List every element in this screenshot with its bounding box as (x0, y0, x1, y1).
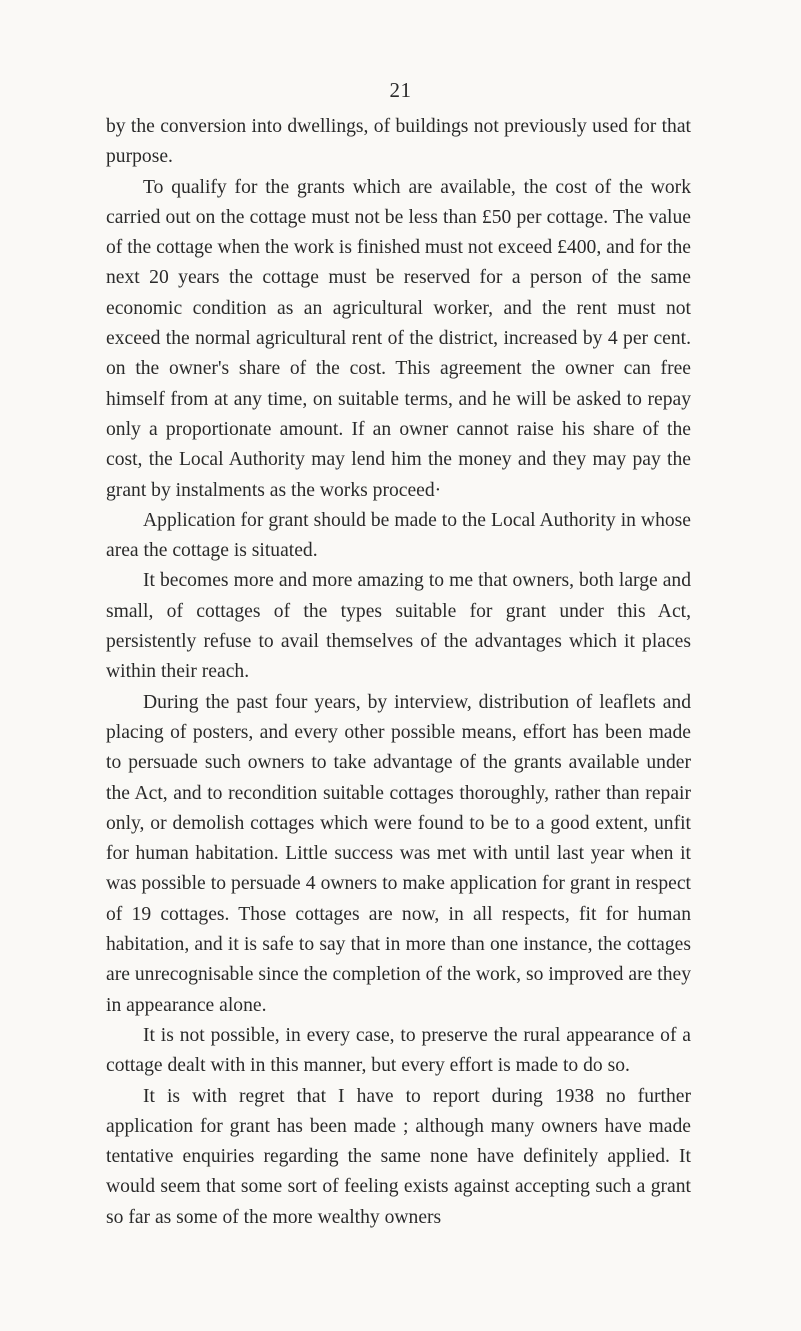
paragraph-7-regret-1938: It is with regret that I have to report during 1938 no further application for grant has been made ; although many owners have made tentative enquiries regarding the same none have definitely applied. It would seem that some sort of feeling exists against accepting such a grant so far as some of the more wealthy owners (106, 1085, 691, 1228)
paragraph-6-rural-appearance: It is not possible, in every case, to preserve the rural appearance of a cottage dealt with in this manner, but every effort is made to do so. (106, 1024, 691, 1077)
paragraph-5-past-four-years: During the past four years, by interview, distribution of leaflets and placing of posters, and every other possible means, effort has been made to persuade such owners to take advantage of the grants available under the Act, and to recondition suitable cottages thoroughly, rather than repair only, or demolish cottages which were found to be to a good extent, unfit for human habitation. Little success was met with until last year when it was possible to persuade 4 owners to make application for grant in respect of 19 cottages. Those cottages are now, in all respects, fit for human habitation, and it is safe to say that in more than one instance, the cottages are unrecognisable since the completion of the work, so improved are they in appearance alone. (106, 691, 691, 1016)
paragraph-4-owners-refuse: It becomes more and more amazing to me that owners, both large and small, of cottages of the types suitable for grant under this Act, persistently refuse to avail themselves of the advantages which it places within their reach. (106, 570, 691, 683)
paragraph-3-application: Application for grant should be made to the Local Authority in whose area the cottage is situated. (106, 509, 691, 562)
body-text (106, 112, 691, 1233)
paragraph-2-grant-conditions: To qualify for the grants which are available, the cost of the work carried out on the cottage must not be less than £50 per cottage. The value of the cottage when the work is finished must not exceed £400, and for the next 20 years the cottage must be reserved for a person of the same economic condition as an agricultural worker, and the rent must not exceed the normal agricultural rent of the district, increased by 4 per cent. on the owner's share of the cost. This agreement the owner can free himself from at any time, on suitable terms, and he will be asked to repay only a proportionate amount. If an owner cannot raise his share of the cost, the Local Authority may lend him the money and they may pay the grant by instalments as the works proceed· (106, 176, 691, 501)
page-number: 21 (389, 78, 412, 102)
paragraph-1-continuation: by the conversion into dwellings, of buildings not previously used for that purpose. (106, 116, 691, 168)
